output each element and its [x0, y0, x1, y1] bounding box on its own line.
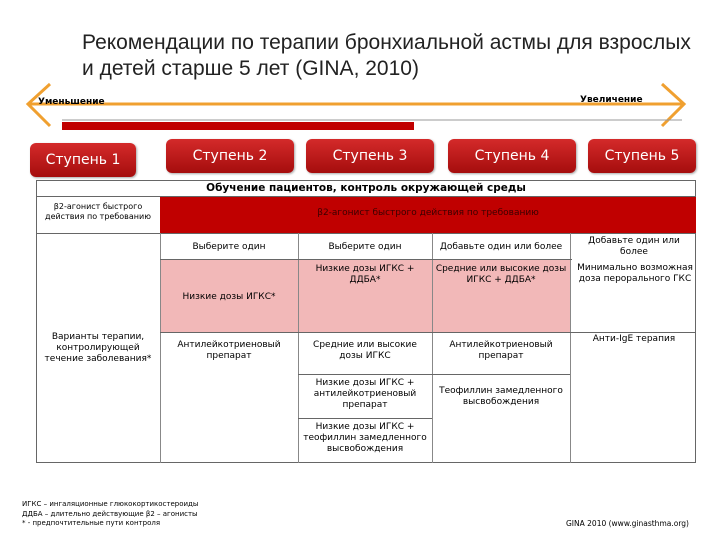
step-down-bar [62, 122, 414, 130]
step-1-badge: Ступень 1 [30, 143, 136, 177]
footnote-laba: ДДБА – длительно действующие β2 – агонисты [22, 509, 198, 518]
divider [298, 418, 432, 419]
s3-med-ics: Средние или высокие дозы ИГКС [313, 340, 417, 361]
column-line [570, 233, 571, 463]
education-row: Обучение пациентов, контроль окружающей среды [206, 182, 526, 194]
s2-low-ics: Низкие дозы ИГКС* [182, 292, 276, 302]
s4-ltra: Антилейкотриеновый препарат [449, 340, 553, 361]
footnote-preferred: * - предпочтительные пути контроля [22, 519, 161, 527]
source-link[interactable]: GINA 2010 (www.ginasthma.org) [566, 519, 689, 528]
s3-low-ics-ltra: Низкие дозы ИГКС + антилейкотриеновый препарат [313, 378, 417, 410]
decrease-label: Уменьшение [38, 97, 105, 107]
rescue-all-cell: β2-агонист быстрого действия по требованию [317, 208, 539, 218]
choose-step4: Добавьте один или более [439, 242, 563, 252]
step-5-badge: Ступень 5 [588, 139, 696, 173]
footnote-ics: ИГКС – ингаляционные глюкокортикостероиды [22, 500, 199, 508]
divider [160, 332, 696, 333]
choose-step5: Добавьте один или более [588, 236, 680, 257]
s4-theophylline: Теофиллин замедленного высвобождения [439, 386, 563, 407]
footnotes [22, 500, 198, 529]
s3-low-ics-laba: Низкие дозы ИГКС + ДДБА* [315, 264, 415, 285]
step-3-badge: Ступень 3 [306, 139, 434, 173]
divider [298, 374, 570, 375]
s3-low-ics-theophylline: Низкие дозы ИГКС + теофиллин замедленного высвобождения [303, 422, 427, 454]
s5-anti-ige: Анти-IgE терапия [592, 334, 676, 344]
s5-oral-gcs: Минимально возможная доза перорального ГКС [577, 263, 693, 284]
divider [36, 233, 696, 234]
controller-label: Варианты терапии, контролирующей течение заболевания* [44, 332, 152, 364]
page-title: Рекомендации по терапии бронхиальной астмы для взрослых и детей старше 5 лет (GINA, 2010) [82, 31, 691, 80]
s4-med-ics-laba: Средние или высокие дозы ИГКС + ДДБА* [435, 264, 567, 285]
step-2-badge: Ступень 2 [166, 139, 294, 173]
s2-ltra: Антилейкотриеновый препарат [177, 340, 281, 361]
step-4-badge: Ступень 4 [448, 139, 576, 173]
increase-label: Увеличение [580, 95, 643, 105]
choose-step3: Выберите один [328, 242, 402, 252]
choose-step2: Выберите один [192, 242, 266, 252]
rescue-step1-cell: β2-агонист быстрого действия по требованию [45, 202, 151, 221]
